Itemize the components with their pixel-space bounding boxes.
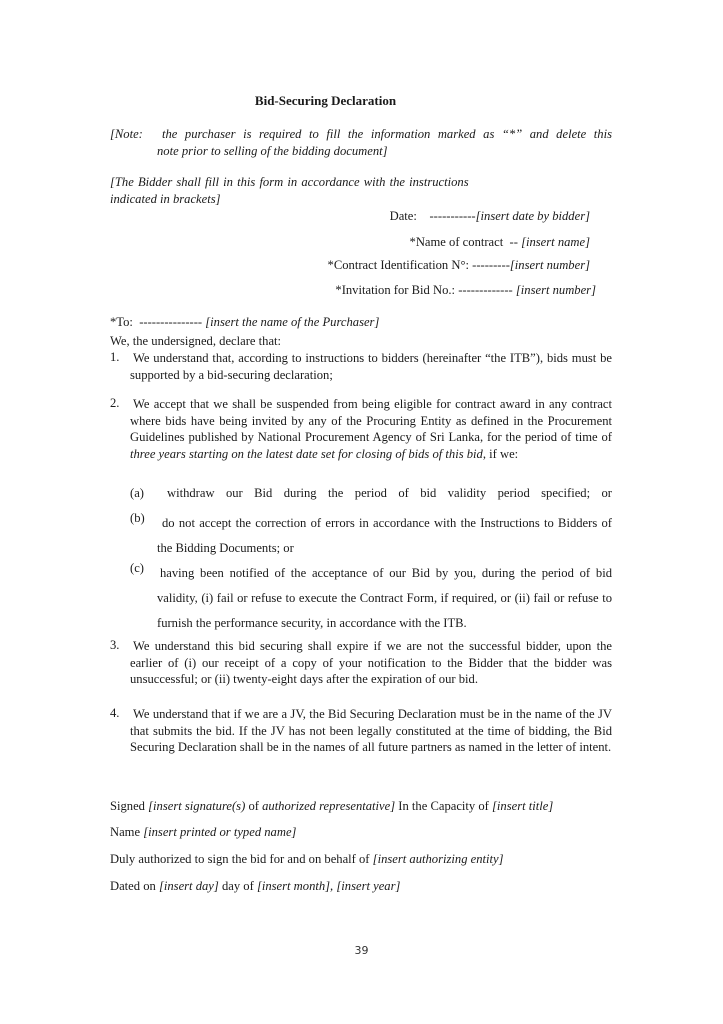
- to-label: *To:: [110, 315, 133, 329]
- contract-id-value: ---------[insert number]: [472, 258, 590, 272]
- subitem-a-text: withdraw our Bid during the period of bid validity period specified; or: [167, 486, 612, 500]
- to-field: [110, 315, 379, 330]
- instruction-line-2: indicated in brackets]: [110, 192, 221, 206]
- item-2-number: 2.: [110, 396, 120, 410]
- subitem-a-label: (a): [130, 486, 144, 500]
- name-label: Name: [110, 825, 141, 839]
- authorized-label: Duly authorized to sign the bid for and on behalf of: [110, 852, 370, 866]
- item-2-text-italic: three years starting on the latest date set for closing of bids of this bid: [130, 446, 483, 461]
- contract-name-field: [410, 235, 590, 250]
- contract-name-label: *Name of contract: [409, 235, 504, 249]
- signed-value-1: [insert signature(s): [148, 799, 246, 813]
- signed-of: of: [248, 799, 259, 813]
- note-label: [Note:: [110, 127, 143, 141]
- capacity-value: [insert title]: [492, 799, 554, 813]
- name-value: [insert printed or typed name]: [143, 825, 297, 839]
- dated-label: Dated on: [110, 879, 156, 893]
- contract-name-value: -- [insert name]: [509, 235, 590, 249]
- item-4-text: We understand that if we are a JV, the Bid Securing Declaration must be in the name of the JV that submits the bid. If the JV has not been legally constituted at the time of bidding, the Bid Securing Declaration shall be in the names of all future partners as named in the letter of intent.: [130, 707, 612, 754]
- authorized-line: [110, 852, 504, 867]
- subitem-b-label: (b): [130, 511, 145, 525]
- subitem-b-text: do not accept the correction of errors in accordance with the Instructions to Bidders of the Bidding Documents; or: [157, 516, 612, 555]
- date-field: [390, 209, 590, 224]
- note-line-2: note prior to selling of the bidding document]: [157, 144, 388, 158]
- signed-value-2: authorized representative]: [262, 799, 396, 813]
- document-title: Bid-Securing Declaration: [254, 93, 397, 108]
- ifb-field: [335, 283, 596, 298]
- dated-year: [insert year]: [336, 879, 401, 893]
- page-number: 39: [354, 944, 369, 957]
- item-2-text: [130, 396, 612, 462]
- instruction-line-1: [The Bidder shall fill in this form in accordance with the instructions: [110, 175, 469, 189]
- signed-line: [110, 799, 553, 814]
- note-line-1: the purchaser is required to fill the information marked as “*” and delete this: [162, 127, 612, 141]
- signed-label: Signed: [110, 799, 145, 813]
- item-2-text-end: , if we:: [482, 446, 519, 461]
- subitem-c-text: having been notified of the acceptance of our Bid by you, during the period of bid validity, (i) fail or refuse to execute the Contract Form, if required, or (ii) fail or refuse to furnish the performance security, in accordance with the ITB.: [157, 566, 612, 630]
- dated-day-of: day of: [221, 879, 254, 893]
- dated-line: [110, 879, 400, 894]
- item-1-number: 1.: [110, 350, 120, 364]
- item-4-number: 4.: [110, 706, 120, 720]
- subitem-c-label: (c): [130, 561, 144, 575]
- dated-month: [insert month],: [256, 879, 334, 893]
- item-3-number: 3.: [110, 638, 120, 652]
- to-dashes: ---------------: [139, 315, 203, 329]
- name-line: [110, 825, 296, 840]
- capacity-label: In the Capacity of: [398, 799, 489, 813]
- item-3-text: We understand this bid securing shall expire if we are not the successful bidder, upon the earlier of (i) our receipt of a copy of your notification to the Bidder that the bidder was unsuccessful; or (ii) twenty-eight days after the expiration of our bid.: [130, 639, 612, 686]
- item-2-text-plain: We accept that we shall be suspended from being eligible for contract award in any contract where bids have being invited by any of the Procuring Entity as defined in the Procurement Guidelines published by National Procurement Agency of Sri Lanka, for the period of time of: [130, 397, 612, 444]
- ifb-value: [insert number]: [515, 283, 596, 297]
- ifb-dashes: -------------: [458, 283, 513, 297]
- date-value: -----------[insert date by bidder]: [429, 209, 590, 223]
- authorized-value: [insert authorizing entity]: [372, 852, 504, 866]
- item-1-text: We understand that, according to instructions to bidders (hereinafter “the ITB”), bids must be supported by a bid-securing declaration;: [130, 351, 612, 382]
- contract-id-label: *Contract Identification N°:: [327, 258, 469, 272]
- contract-id-field: [328, 258, 590, 273]
- date-label: Date:: [389, 209, 417, 223]
- ifb-label: *Invitation for Bid No.:: [335, 283, 456, 297]
- dated-day: [insert day]: [158, 879, 219, 893]
- intro-text: We, the undersigned, declare that:: [110, 334, 282, 348]
- to-value: [insert the name of the Purchaser]: [205, 315, 380, 329]
